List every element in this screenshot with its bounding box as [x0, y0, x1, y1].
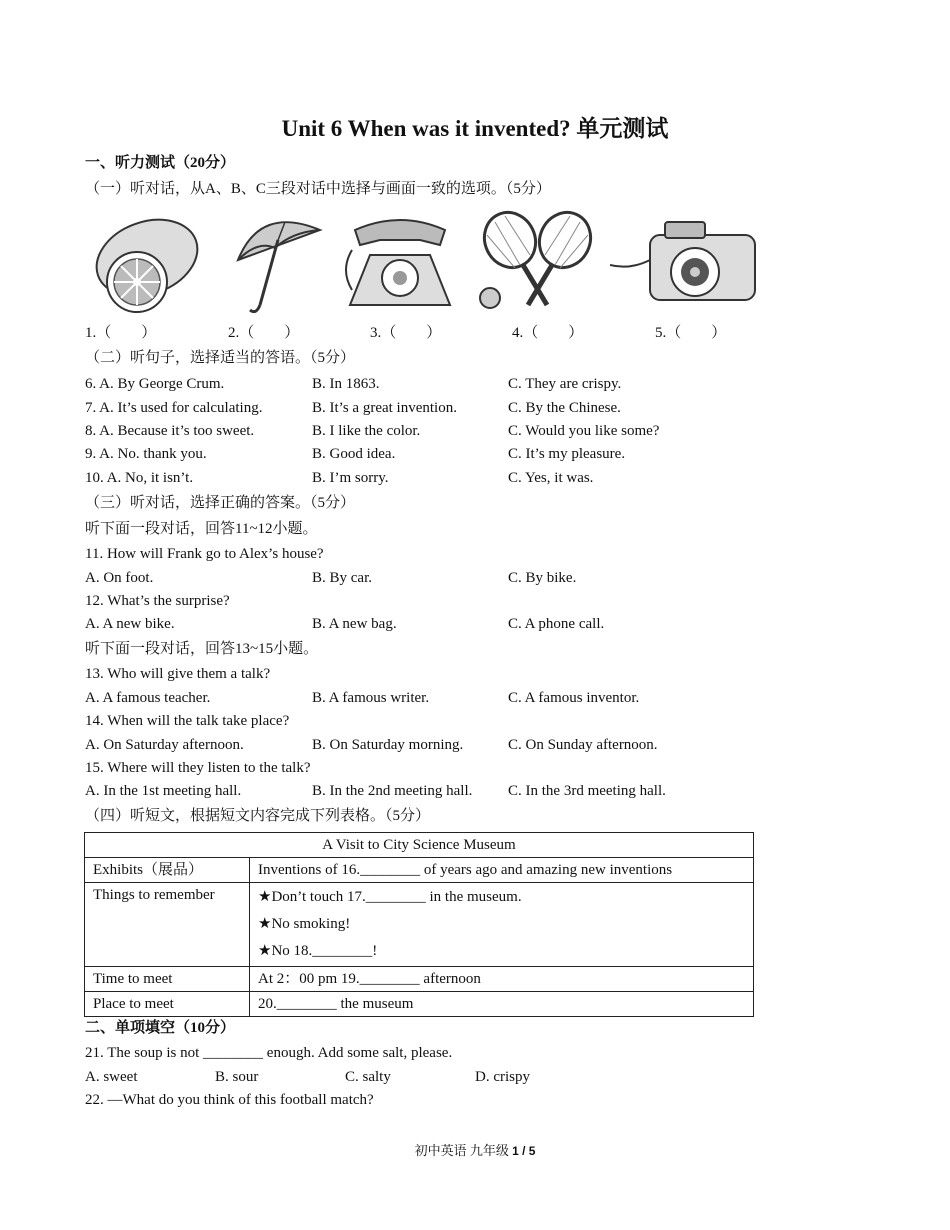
- part3-instruction: （三）听对话，选择正确的答案。（5分）: [85, 495, 356, 511]
- dialog2-intro: 听下面一段对话，回答13~15小题。: [85, 641, 319, 657]
- q9-option-b: B. Good idea.: [312, 446, 396, 462]
- section2-heading: 二、单项填空（10分）: [85, 1020, 236, 1036]
- picture-label-5: 5.（ ）: [655, 325, 727, 341]
- picture-label-3: 3.（ ）: [370, 325, 442, 341]
- q6-option-b: B. In 1863.: [312, 376, 380, 392]
- q10-option-b: B. I’m sorry.: [312, 470, 389, 486]
- q14-question: 14. When will the talk take place?: [85, 713, 290, 729]
- time-label: Time to meet: [85, 967, 250, 992]
- q21-option-d: D. crispy: [475, 1069, 530, 1085]
- section1-heading: 一、听力测试（20分）: [85, 155, 236, 171]
- q21-option-b: B. sour: [215, 1069, 259, 1085]
- q13-option-b: B. A famous writer.: [312, 690, 430, 706]
- picture-row: [85, 210, 765, 320]
- q10-option-a: 10. A. No, it isn’t.: [85, 470, 194, 486]
- remember-cell: [250, 883, 754, 967]
- q11-question: 11. How will Frank go to Alex’s house?: [85, 546, 324, 562]
- q11-option-a: A. On foot.: [85, 570, 154, 586]
- page-number: 1 / 5: [512, 1144, 536, 1158]
- q12-option-c: C. A phone call.: [508, 616, 605, 632]
- q11-option-c: C. By bike.: [508, 570, 577, 586]
- q14-option-a: A. On Saturday afternoon.: [85, 737, 244, 753]
- q7-option-a: 7. A. It’s used for calculating.: [85, 400, 263, 416]
- q22-question: 22. —What do you think of this football match?: [85, 1092, 374, 1108]
- exhibits-label: Exhibits（展品）: [85, 858, 250, 883]
- page-footer: [0, 1140, 950, 1159]
- q15-option-a: A. In the 1st meeting hall.: [85, 783, 242, 799]
- page-title: Unit 6 When was it invented? 单元测试: [281, 116, 669, 141]
- exhibits-value: Inventions of 16.________ of years ago and amazing new inventions: [250, 858, 754, 883]
- q9-option-c: C. It’s my pleasure.: [508, 446, 626, 462]
- part1-instruction: （一）听对话，从A、B、C三段对话中选择与画面一致的选项。（5分）: [85, 181, 551, 197]
- lemon-icon: [85, 210, 205, 320]
- q6-option-a: 6. A. By George Crum.: [85, 376, 225, 392]
- q13-option-a: A. A famous teacher.: [85, 690, 211, 706]
- remember-item-2: ★No smoking!: [258, 916, 351, 932]
- q12-option-b: B. A new bag.: [312, 616, 397, 632]
- q9-option-a: 9. A. No. thank you.: [85, 446, 207, 462]
- q12-option-a: A. A new bike.: [85, 616, 175, 632]
- picture-label-4: 4.（ ）: [512, 325, 584, 341]
- q8-option-a: 8. A. Because it’s too sweet.: [85, 423, 255, 439]
- q21-question: 21. The soup is not ________ enough. Add some salt, please.: [85, 1045, 453, 1061]
- remember-item-1: ★Don’t touch 17.________ in the museum.: [258, 889, 522, 905]
- telephone-icon: [340, 210, 460, 320]
- q8-option-c: C. Would you like some?: [508, 423, 660, 439]
- q10-option-c: C. Yes, it was.: [508, 470, 594, 486]
- q8-option-b: B. I like the color.: [312, 423, 421, 439]
- picture-label-2: 2.（ ）: [228, 325, 300, 341]
- q6-option-c: C. They are crispy.: [508, 376, 622, 392]
- dialog1-intro: 听下面一段对话，回答11~12小题。: [85, 521, 318, 537]
- part2-instruction: （二）听句子，选择适当的答语。（5分）: [85, 350, 356, 366]
- q11-option-b: B. By car.: [312, 570, 372, 586]
- q15-option-b: B. In the 2nd meeting hall.: [312, 783, 473, 799]
- q13-question: 13. Who will give them a talk?: [85, 666, 271, 682]
- q15-option-c: C. In the 3rd meeting hall.: [508, 783, 666, 799]
- remember-item-3: ★No 18.________!: [258, 943, 378, 959]
- q12-question: 12. What’s the surprise?: [85, 593, 230, 609]
- q14-option-b: B. On Saturday morning.: [312, 737, 464, 753]
- umbrella-icon: [230, 210, 325, 320]
- museum-table: [84, 832, 754, 1017]
- q14-option-c: C. On Sunday afternoon.: [508, 737, 658, 753]
- remember-label: Things to remember: [85, 883, 250, 967]
- tennis-rackets-icon: [475, 210, 600, 320]
- q21-option-a: A. sweet: [85, 1069, 138, 1085]
- q13-option-c: C. A famous inventor.: [508, 690, 640, 706]
- q15-question: 15. Where will they listen to the talk?: [85, 760, 311, 776]
- place-value: 20.________ the museum: [250, 992, 754, 1017]
- footer-text: 初中英语 九年级: [414, 1143, 513, 1158]
- place-label: Place to meet: [85, 992, 250, 1017]
- table-caption: A Visit to City Science Museum: [85, 833, 754, 858]
- q7-option-c: C. By the Chinese.: [508, 400, 621, 416]
- time-value: At 2：00 pm 19.________ afternoon: [250, 967, 754, 992]
- camera-icon: [610, 210, 760, 320]
- q7-option-b: B. It’s a great invention.: [312, 400, 457, 416]
- picture-label-1: 1.（ ）: [85, 325, 157, 341]
- q21-option-c: C. salty: [345, 1069, 391, 1085]
- part4-instruction: （四）听短文，根据短文内容完成下列表格。（5分）: [85, 808, 431, 824]
